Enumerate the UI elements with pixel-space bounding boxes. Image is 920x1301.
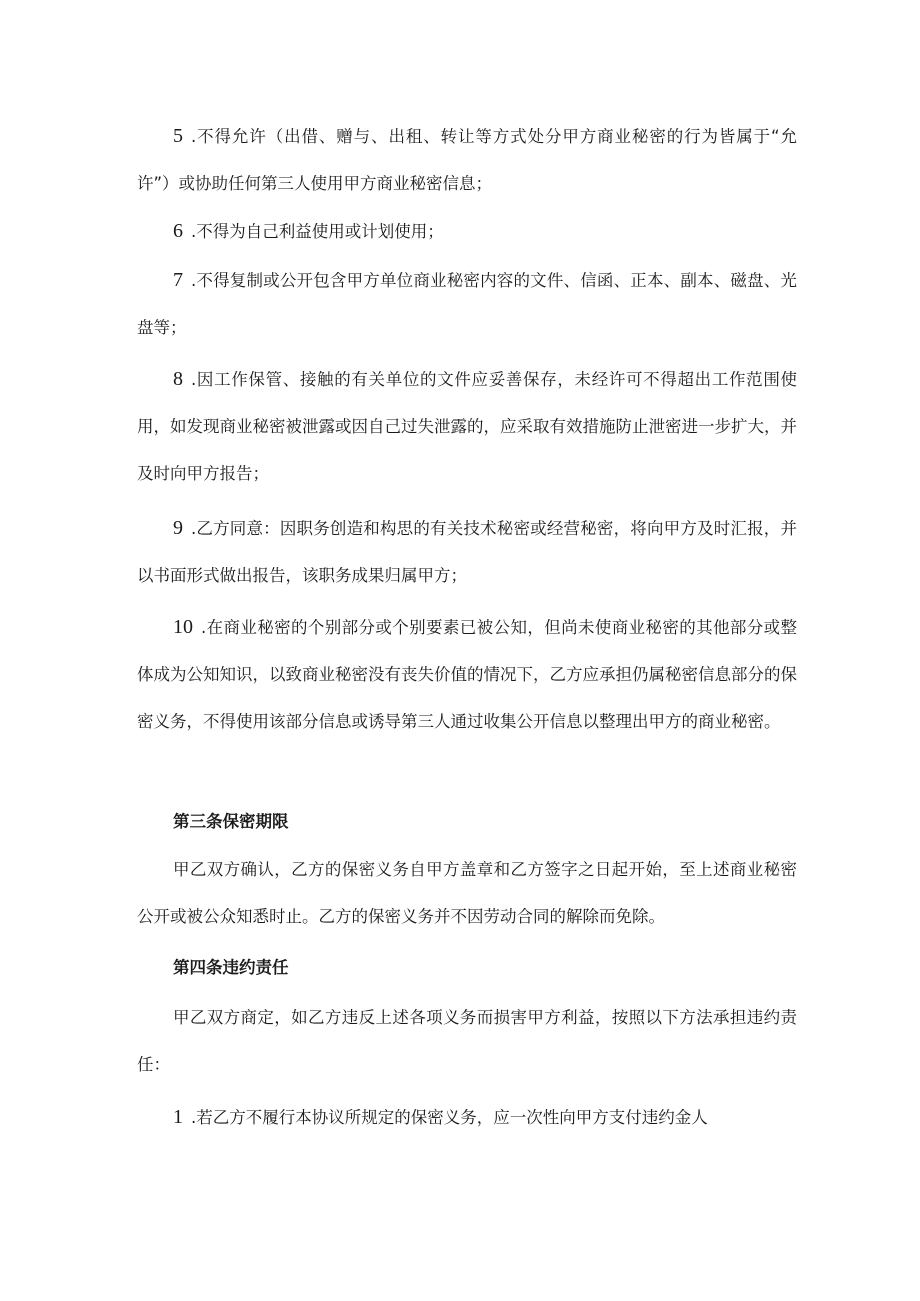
clause-number: 7 (173, 269, 183, 291)
article-4-heading: 第四条违约责任 (173, 958, 289, 977)
clause-number: 5 (173, 125, 183, 147)
clause-text: .不得为自己利益使用或计划使用； (191, 222, 444, 241)
article-4-item-1 (137, 1094, 797, 1141)
article-3-heading: 第三条保密期限 (173, 812, 289, 831)
clause-item-5 (137, 113, 797, 207)
clause-text: .不得允许（出借、赠与、出租、转让等方式处分甲方商业秘密的行为皆属于“允许”）或协助任何第三人使用甲方商业秘密信息； (137, 127, 797, 193)
clause-number: 6 (173, 220, 183, 242)
clause-number: 1 (173, 1106, 183, 1128)
clause-number: 8 (173, 368, 183, 390)
clause-text: .乙方同意：因职务创造和构思的有关技术秘密或经营秘密，将向甲方及时汇报，并以书面形式做出报告，该职务成果归属甲方； (137, 519, 797, 585)
clause-item-10 (137, 604, 797, 745)
clause-text: .在商业秘密的个别部分或个别要素已被公知，但尚未使商业秘密的其他部分或整体成为公知知识，以致商业秘密没有丧失价值的情况下，乙方应承担仍属秘密信息部分的保密义务，不得使用该部分信息或诱导第三人通过收集公开信息以整理出甲方的商业秘密。 (137, 618, 797, 731)
article-3-body: 甲乙双方确认，乙方的保密义务自甲方盖章和乙方签字之日起开始，至上述商业秘密公开或被公众知悉时止。乙方的保密义务并不因劳动合同的解除而免除。 (137, 860, 797, 926)
clause-item-6 (137, 208, 797, 255)
article-4-body: 甲乙双方商定，如乙方违反上述各项义务而损害甲方利益，按照以下方法承担违约责任： (137, 1008, 797, 1074)
clause-item-7 (137, 257, 797, 351)
clause-text: .因工作保管、接触的有关单位的文件应妥善保存，未经许可不得超出工作范围使用，如发现商业秘密被泄露或因自己过失泄露的，应采取有效措施防止泄密进一步扩大，并及时向甲方报告； (137, 370, 797, 483)
clause-number: 9 (173, 517, 183, 539)
clause-text: .若乙方不履行本协议所规定的保密义务，应一次性向甲方支付违约金人 (191, 1108, 708, 1127)
clause-text: .不得复制或公开包含甲方单位商业秘密内容的文件、信函、正本、副本、磁盘、光盘等； (137, 271, 797, 337)
clause-number: 10 (173, 616, 193, 638)
clause-item-8 (137, 356, 797, 497)
clause-item-9 (137, 505, 797, 599)
